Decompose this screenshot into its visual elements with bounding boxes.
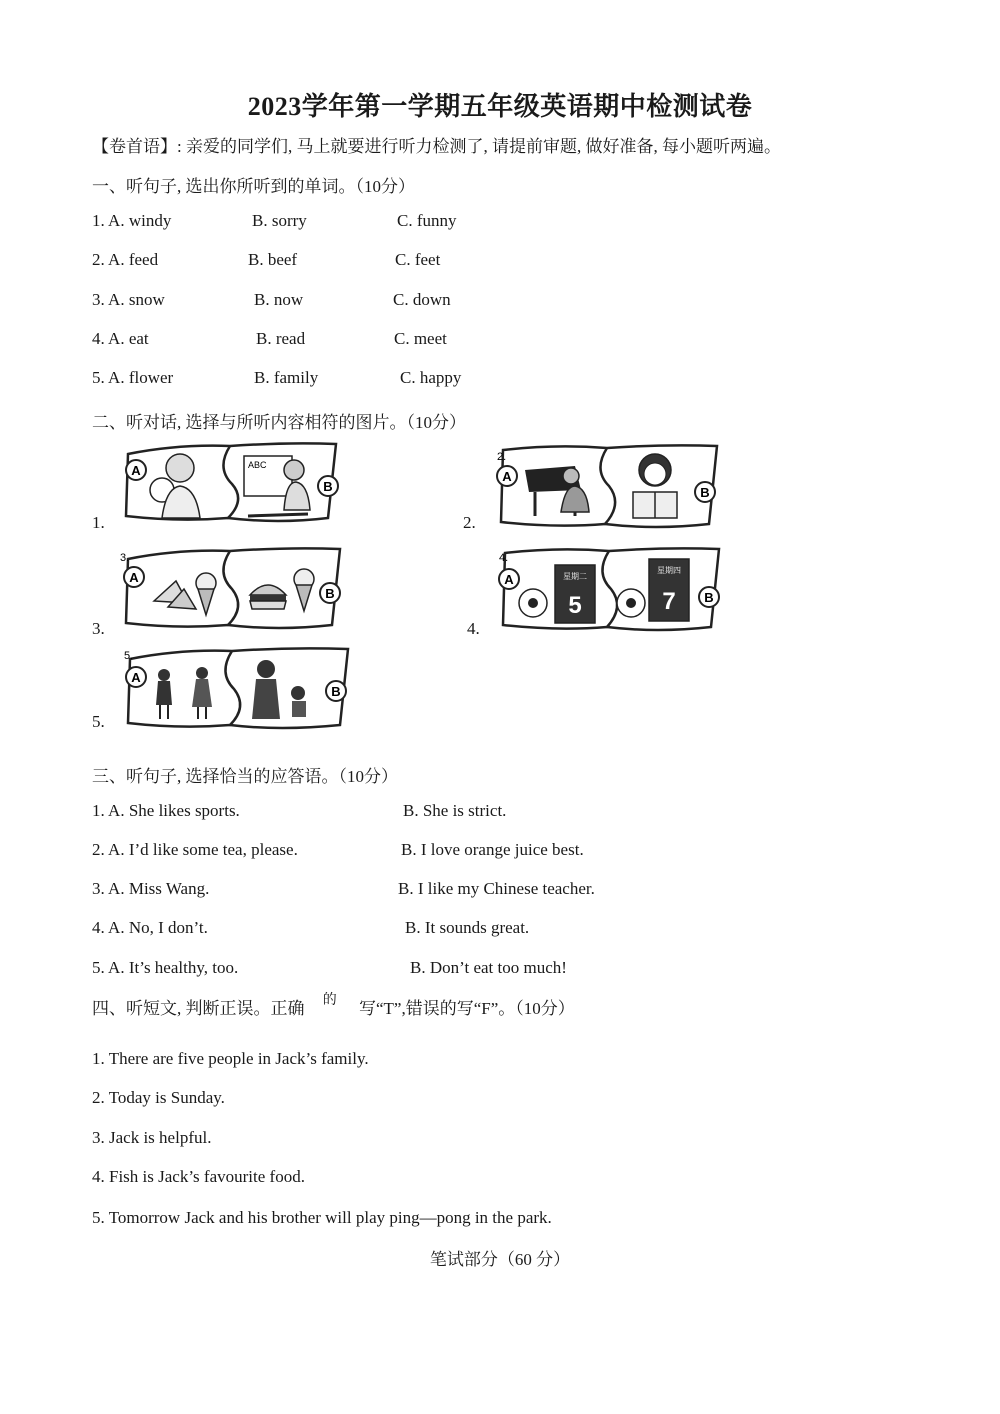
s1-q5-option-a: 5. A. flower bbox=[92, 368, 174, 387]
section2-heading: 二、听对话, 选择与所听内容相符的图片。（10分） bbox=[92, 413, 466, 432]
s3-q1-option-b: B. She is strict. bbox=[403, 801, 507, 820]
card4-small-number: 4. bbox=[499, 552, 509, 564]
written-part-heading: 笔试部分（60 分） bbox=[429, 1250, 571, 1269]
calendar-a-date: 5 bbox=[568, 592, 582, 619]
s3-q4-option-b: B. It sounds great. bbox=[405, 918, 530, 937]
calendar-a-day: 星期二 bbox=[563, 572, 587, 581]
card2-label-b: B bbox=[700, 485, 710, 500]
s4-statement-4: 4. Fish is Jack’s favourite food. bbox=[92, 1167, 305, 1186]
s2-q2-number: 2. bbox=[463, 513, 476, 532]
intro-note: 【卷首语】: 亲爱的同学们, 马上就要进行听力检测了, 请提前审题, 做好准备, 每小题听两遍。 bbox=[92, 137, 781, 156]
section1-heading: 一、听句子, 选出你所听到的单词。（10分） bbox=[92, 177, 415, 196]
card2-small-number: 2. bbox=[497, 451, 507, 463]
s1-q1-option-b: B. sorry bbox=[252, 211, 307, 230]
s4-statement-1: 1. There are five people in Jack’s family. bbox=[92, 1049, 369, 1068]
section4-heading-part1: 四、听短文, 判断正误。正确 bbox=[92, 999, 305, 1018]
calendar-b-date: 7 bbox=[662, 588, 676, 615]
section3-heading: 三、听句子, 选择恰当的应答语。（10分） bbox=[92, 767, 398, 786]
s3-q1-option-a: 1. A. She likes sports. bbox=[92, 801, 240, 820]
s1-q4-option-a: 4. A. eat bbox=[92, 329, 149, 348]
s1-q3-option-b: B. now bbox=[254, 290, 304, 309]
s3-q2-option-b: B. I love orange juice best. bbox=[401, 840, 584, 859]
s1-q2-option-c: C. feet bbox=[395, 250, 441, 269]
s1-q4-option-c: C. meet bbox=[394, 329, 447, 348]
card4-label-a: A bbox=[504, 572, 514, 587]
card5-label-a: A bbox=[131, 670, 141, 685]
s1-q2-option-a: 2. A. feed bbox=[92, 250, 159, 269]
card3-small-number: 3. bbox=[120, 552, 130, 564]
card1-label-b: B bbox=[323, 479, 333, 494]
s3-q5-option-b: B. Don’t eat too much! bbox=[410, 958, 567, 977]
picture-card-5 bbox=[120, 645, 345, 733]
picture-card-3 bbox=[118, 545, 343, 633]
picture-card-2 bbox=[495, 442, 720, 530]
s1-q4-option-b: B. read bbox=[256, 329, 306, 348]
card5-label-b: B bbox=[331, 684, 341, 699]
s1-q2-option-b: B. beef bbox=[248, 250, 298, 269]
calendar-b-day: 星期四 bbox=[657, 566, 681, 575]
s1-q3-option-c: C. down bbox=[393, 290, 451, 309]
s3-q2-option-a: 2. A. I’d like some tea, please. bbox=[92, 840, 298, 859]
section4-heading-part2: 写“T”,错误的写“F”。（10分） bbox=[359, 999, 575, 1018]
s3-q5-option-a: 5. A. It’s healthy, too. bbox=[92, 958, 239, 977]
section4-heading bbox=[92, 994, 575, 1019]
s1-q5-option-b: B. family bbox=[254, 368, 319, 387]
s2-q5-number: 5. bbox=[92, 712, 105, 731]
s2-q3-number: 3. bbox=[92, 619, 105, 638]
card1-label-a: A bbox=[131, 463, 141, 478]
card2-label-a: A bbox=[502, 469, 512, 484]
s4-statement-5: 5. Tomorrow Jack and his brother will play ping—pong in the park. bbox=[92, 1208, 552, 1227]
s1-q1-option-c: C. funny bbox=[397, 211, 457, 230]
s4-statement-2: 2. Today is Sunday. bbox=[92, 1088, 225, 1107]
s1-q5-option-c: C. happy bbox=[400, 368, 462, 387]
page-title: 2023学年第一学期五年级英语期中检测试卷 bbox=[247, 92, 753, 121]
card3-label-b: B bbox=[325, 586, 335, 601]
section4-heading-de: 的 bbox=[322, 993, 337, 1008]
card5-small-number: 5. bbox=[124, 650, 134, 662]
s2-q4-number: 4. bbox=[467, 619, 480, 638]
card4-label-b: B bbox=[704, 590, 714, 605]
picture-card-4 bbox=[497, 545, 722, 633]
s3-q4-option-a: 4. A. No, I don’t. bbox=[92, 918, 208, 937]
s4-statement-3: 3. Jack is helpful. bbox=[92, 1128, 212, 1147]
s2-q1-number: 1. bbox=[92, 513, 105, 532]
s3-q3-option-a: 3. A. Miss Wang. bbox=[92, 879, 210, 898]
s3-q3-option-b: B. I like my Chinese teacher. bbox=[398, 879, 595, 898]
picture-card-1 bbox=[118, 438, 343, 526]
board-text: ABC bbox=[248, 460, 267, 470]
card3-label-a: A bbox=[129, 570, 139, 585]
s1-q3-option-a: 3. A. snow bbox=[92, 290, 165, 309]
s1-q1-option-a: 1. A. windy bbox=[92, 211, 172, 230]
